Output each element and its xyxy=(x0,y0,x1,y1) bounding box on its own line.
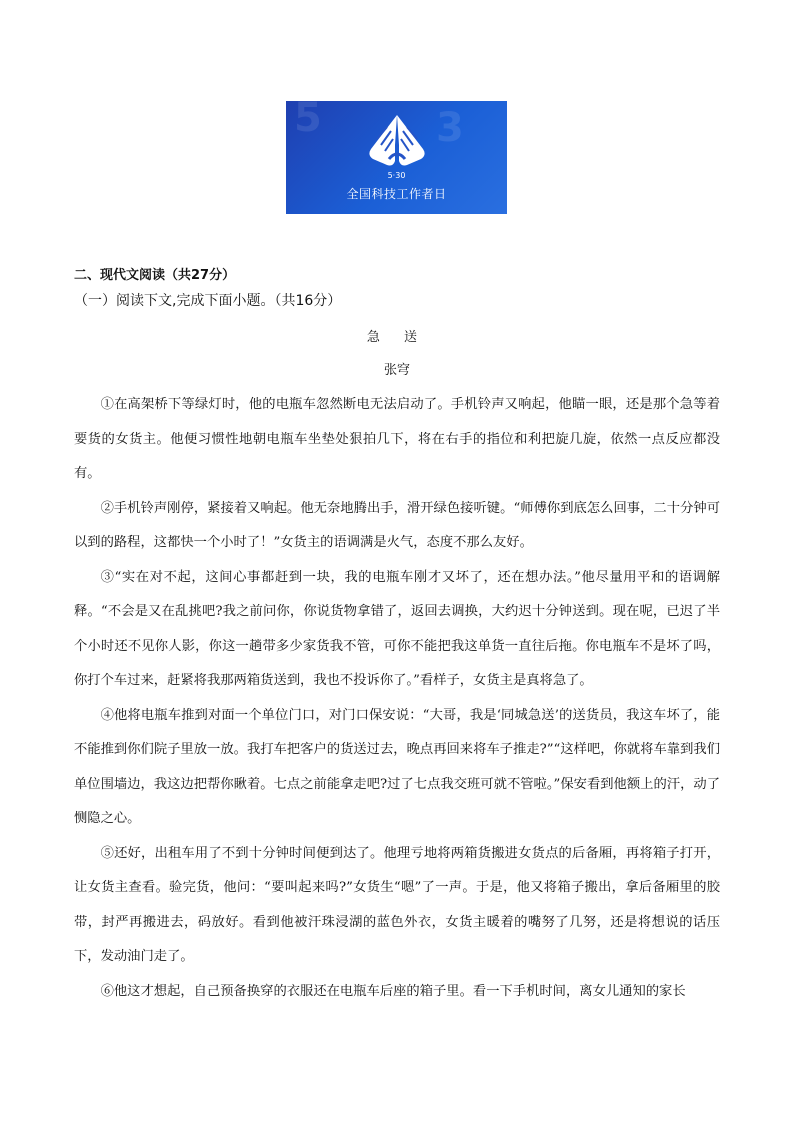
banner-decoration: 5 xyxy=(294,101,322,141)
banner-caption: 全国科技工作者日 xyxy=(346,187,447,201)
paragraph-5: ⑤还好，出租车用了不到十分钟时间便到达了。他理亏地将两箱货搬进女货点的后备厢，再将箱子打开，让女货主查看。验完货，他问：“要叫起来吗?”女货生“嗯”了一声。于是，他又将箱子搬出，拿后备厢里的胶带，封严再搬进去，码放好。看到他被汗珠浸湖的蓝色外衣，女货主暖着的嘴努了几努，还是将想说的话压下，发动油门走了。 xyxy=(74,845,720,964)
article-author: 张穹 xyxy=(383,363,410,378)
paragraph-2: ②手机铃声刚停，紧接着又响起。他无奈地腾出手，滑开绿色接听键。“师傅你到底怎么回事，二十分钟可以到的路程，这都快一个小时了！”女货主的语调满是火气，态度不那么友好。 xyxy=(74,500,720,550)
paragraph-4: ④他将电瓶车推到对面一个单位门口，对门口保安说：“大哥，我是‘同城急送’的送货员，我这车坏了，能不能推到你们院子里放一放。我打车把客户的货送过去，晚点再回来将车子推走?”“这样吧，你就将车靠到我们单位围墙边，我这边把帮你瞅着。七点之前能拿走吧?过了七点我交班可就不管啦。”保安看到他额上的汗，动了恻隐之心。 xyxy=(74,707,720,826)
banner-decoration: 3 xyxy=(436,105,464,151)
science-day-banner xyxy=(286,101,507,214)
paragraph-6: ⑥他这才想起，自己预备换穿的衣服还在电瓶车后座的箱子里。看一下手机时间，离女儿通知的家长 xyxy=(100,983,686,999)
section-heading: 二、现代文阅读（共27分） xyxy=(74,268,236,283)
article-body xyxy=(74,388,720,1009)
hands-logo-icon xyxy=(357,109,437,171)
paragraph-1: ①在高架桥下等绿灯时，他的电瓶车忽然断电无法启动了。手机铃声又响起，他瞄一眼，还是那个急等着要货的女货主。他便习惯性地朝电瓶车坐垫处狠拍几下，将在右手的指位和利把旋几旋，依然一点反应都没有。 xyxy=(74,397,720,481)
article-title: 急 送 xyxy=(366,330,428,345)
banner-date: 5·30 xyxy=(387,171,406,180)
paragraph-3: ③“实在对不起，这间心事都赶到一块，我的电瓶车刚才又坏了，还在想办法。”他尽量用平和的语调解释。“不会是又在乱挑吧?我之前问你，你说货物拿错了，返回去调换，大约迟十分钟送到。现在呢，已迟了半个小时还不见你人影，你这一趟带多少家货我不管，可你不能把我这单货一直往后拖。你电瓶车不是坏了吗，你打个车过来，赶紧将我那两箱货送到，我也不投诉你了。”看样子，女货主是真将急了。 xyxy=(74,569,720,688)
sub-heading: （一）阅读下文,完成下面小题。（共16分） xyxy=(74,293,342,309)
